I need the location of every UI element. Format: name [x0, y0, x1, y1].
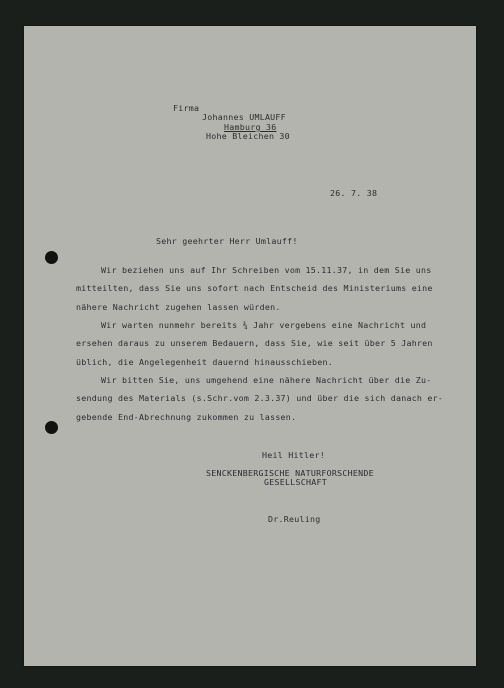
org-name-line2: GESELLSCHAFT: [264, 477, 327, 487]
punch-hole-top: [45, 251, 58, 264]
org-name-line1: SENCKENBERGISCHE NATURFORSCHENDE: [206, 468, 374, 478]
body-line: Wir beziehen uns auf Ihr Schreiben vom 15.11.37, in dem Sie uns: [101, 265, 432, 275]
address-name: Johannes UMLAUFF: [202, 112, 286, 122]
body-line: üblich, die Angelegenheit dauernd hinausschieben.: [76, 357, 334, 367]
signature: Dr.Reuling: [268, 514, 321, 524]
address-street: Hohe Bleichen 30: [206, 131, 290, 141]
closing: Heil Hitler!: [262, 450, 325, 460]
salutation: Sehr geehrter Herr Umlauff!: [156, 236, 298, 246]
body-line: ersehen daraus zu unserem Bedauern, dass Sie, wie seit über 5 Jahren: [76, 338, 433, 348]
punch-hole-bottom: [45, 421, 58, 434]
letter-page: [24, 26, 476, 666]
address-firma: Firma: [173, 103, 200, 113]
body-line: Wir bitten Sie, uns umgehend eine nähere Nachricht über die Zu-: [101, 375, 432, 385]
body-line: gebende End-Abrechnung zukommen zu lassen.: [76, 412, 297, 422]
body-line: Wir warten nunmehr bereits ¾ Jahr vergebens eine Nachricht und: [101, 320, 427, 330]
body-line: mitteilten, dass Sie uns sofort nach Entscheid des Ministeriums eine: [76, 283, 433, 293]
letter-date: 26. 7. 38: [330, 188, 378, 198]
address-city: Hamburg 36: [224, 122, 277, 132]
body-line: sendung des Materials (s.Schr.vom 2.3.37) und über die sich danach er-: [76, 393, 444, 403]
body-line: nähere Nachricht zugehen lassen würden.: [76, 302, 281, 312]
